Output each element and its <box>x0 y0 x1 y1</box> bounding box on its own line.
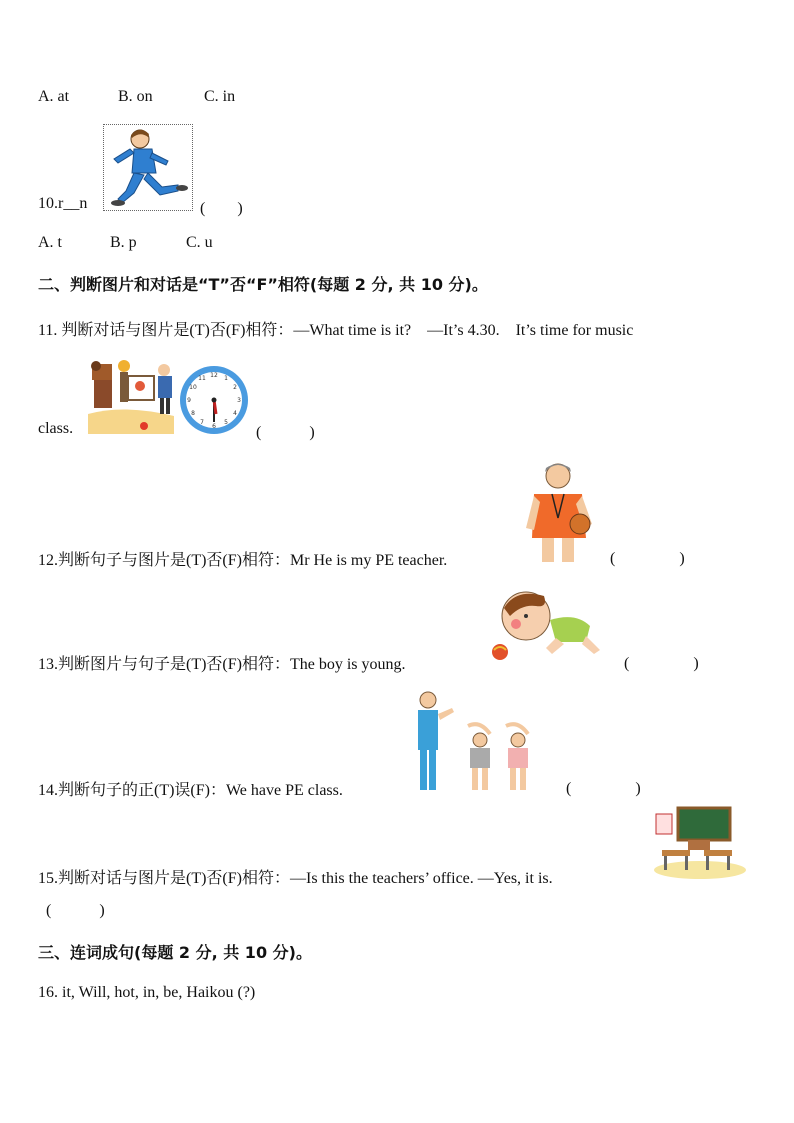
q12-answer-paren[interactable]: ( ) <box>610 550 685 567</box>
crawling-baby-icon <box>486 586 606 666</box>
q10-option-a: A. t <box>38 234 62 251</box>
clock-picture <box>178 364 250 436</box>
svg-text:12: 12 <box>210 372 218 379</box>
section-3-heading: 三、连词成句(每题 2 分, 共 10 分)。 <box>38 943 312 962</box>
q11-answer-paren[interactable]: ( ) <box>256 424 315 441</box>
q10-option-b: B. p <box>110 234 137 251</box>
q10-options <box>38 234 338 254</box>
q16-text: 16. it, Will, hot, in, be, Haikou (?) <box>38 984 256 1001</box>
svg-text:5: 5 <box>224 419 228 426</box>
pe-teacher-icon <box>522 458 598 564</box>
q13-text: 13.判断图片与句子是(T)否(F)相符：The boy is young. <box>38 656 406 673</box>
classroom-icon <box>650 806 748 880</box>
svg-text:9: 9 <box>187 397 191 404</box>
q15-answer-paren[interactable]: ( ) <box>46 902 105 919</box>
q11-line-1: 11. 判断对话与图片是(T)否(F)相符：—What time is it? —It’s 4.30. It’s time for music <box>38 322 634 339</box>
svg-text:10: 10 <box>189 384 197 391</box>
q9-option-b: B. on <box>118 88 153 105</box>
pe-class-picture <box>408 690 552 794</box>
music-class-picture <box>84 354 180 436</box>
pe-teacher-picture <box>522 458 598 564</box>
q9-option-a: A. at <box>38 88 70 105</box>
running-boy-icon <box>104 125 192 210</box>
q9-options <box>38 88 338 108</box>
svg-text:1: 1 <box>224 375 228 382</box>
q10-stem: 10.r__n <box>38 195 88 212</box>
q13-answer-paren[interactable]: ( ) <box>624 655 699 672</box>
svg-text:11: 11 <box>198 375 206 382</box>
clock-icon <box>178 364 250 436</box>
classroom-picture <box>650 806 748 880</box>
svg-text:3: 3 <box>237 397 241 404</box>
svg-text:8: 8 <box>191 410 195 417</box>
running-boy-picture <box>103 124 193 211</box>
young-boy-picture <box>486 586 606 666</box>
q12-text: 12.判断句子与图片是(T)否(F)相符：Mr He is my PE teacher. <box>38 552 448 569</box>
q9-option-c: C. in <box>204 88 236 105</box>
q15-text: 15.判断对话与图片是(T)否(F)相符：—Is this the teachers’ office. —Yes, it is. <box>38 870 553 887</box>
svg-text:6: 6 <box>212 423 216 430</box>
q10-option-c: C. u <box>186 234 213 251</box>
q10-answer-paren[interactable]: ( ) <box>200 200 243 217</box>
q14-text: 14.判断句子的正(T)误(F)：We have PE class. <box>38 782 343 799</box>
easel-painting-icon <box>84 354 180 436</box>
section-2-heading: 二、判断图片和对话是“T”否“F”相符(每题 2 分, 共 10 分)。 <box>38 275 488 294</box>
pe-class-icon <box>408 690 552 794</box>
q14-answer-paren[interactable]: ( ) <box>566 780 641 797</box>
q11-line-2: class. <box>38 420 74 437</box>
svg-text:7: 7 <box>200 419 204 426</box>
svg-text:2: 2 <box>233 384 237 391</box>
svg-text:4: 4 <box>233 410 237 417</box>
